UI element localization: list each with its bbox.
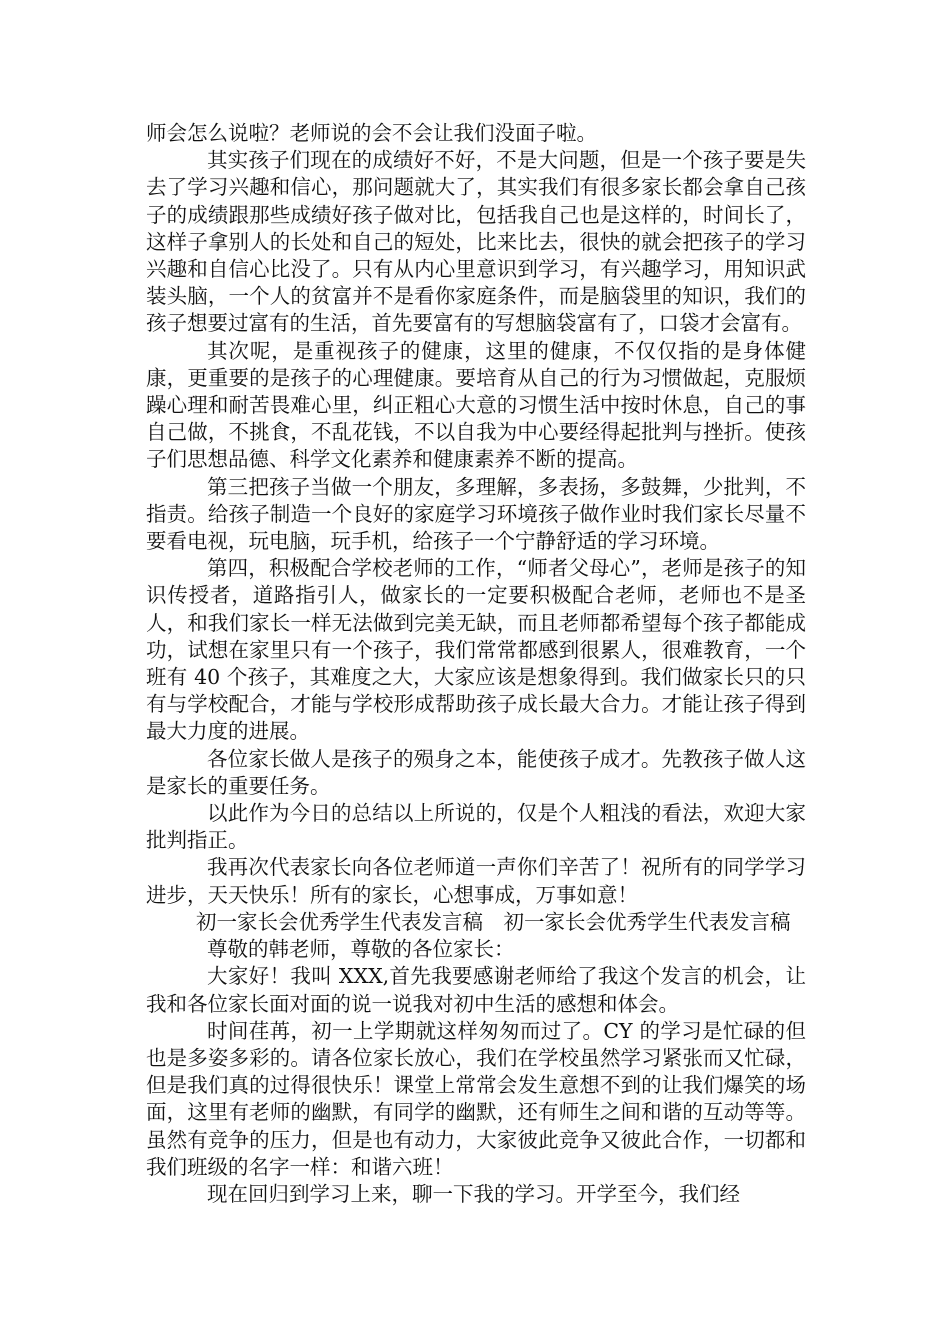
paragraph-interest: 其实孩子们现在的成绩好不好，不是大问题，但是一个孩子要是失去了学习兴趣和信心，那问题就大了，其实我们有很多家长都会拿自己孩子的成绩跟那些成绩好孩子做对比，包括我自己也是这样的，时间长了，这样子拿别人的长处和自己的短处，比来比去，很快的就会把孩子的学习兴趣和自信心比没了。只有从内心里意识到学习，有兴趣学习，用知识武装头脑，一个人的贫富并不是看你家庭条件，而是脑袋里的知识，我们的孩子想要过富有的生活，首先要富有的写想脑袋富有了，口袋才会富有。 bbox=[146, 148, 806, 336]
document-page bbox=[146, 120, 806, 1208]
paragraph-continuation: 师会怎么说啦？老师说的会不会让我们没面子啦。 bbox=[146, 121, 597, 145]
paragraph-cooperate: 第四，积极配合学校老师的工作，“师者父母心”，老师是孩子的知识传授者，道路指引人，做家长的一定要积极配合老师，老师也不是圣人，和我们家长一样无法做到完美无缺，而且老师都希望每个孩子都能成功，试想在家里只有一个孩子，我们常常都感到很累人，很难教育，一个班有 40 个孩子，其难度之大，大家应该是想象得到。我们做家长只的只有与学校配合，才能与学校形成帮助孩子成长最大合力。才能让孩子得到最大力度的进展。 bbox=[146, 556, 806, 744]
speech-title: 初一家长会优秀学生代表发言稿 初一家长会优秀学生代表发言稿 bbox=[196, 909, 791, 934]
paragraph-summary: 以此作为今日的总结以上所说的，仅是个人粗浅的看法，欢迎大家批判指正。 bbox=[146, 801, 806, 853]
paragraph-thanks: 我再次代表家长向各位老师道一声你们辛苦了！祝所有的同学学习进步，天天快乐！所有的家长，心想事成，万事如意！ bbox=[146, 855, 806, 907]
paragraph-health: 其次呢，是重视孩子的健康，这里的健康，不仅仅指的是身体健康，更重要的是孩子的心理健康。要培育从自己的行为习惯做起，克服烦躁心理和耐苦畏难心里，纠正粗心大意的习惯生活中按时休息，自己的事自己做，不挑食，不乱花钱，不以自我为中心要经得起批判与挫折。使孩子们思想品德、科学文化素养和健康素养不断的提高。 bbox=[146, 338, 806, 472]
speech-salutation: 尊敬的韩老师，尊敬的各位家长： bbox=[207, 937, 515, 962]
speech-school-life: 时间荏苒，初一上学期就这样匆匆而过了。CY 的学习是忙碌的但也是多姿多彩的。请各位家长放心，我们在学校虽然学习紧张而又忙碌，但是我们真的过得很快乐！课堂上常常会发生意想不到的让我们爆笑的场面，这里有老师的幽默，有同学的幽默，还有师生之间和谐的互动等等。虽然有竞争的压力，但是也有动力，大家彼此竞争又彼此合作，一切都和我们班级的名字一样：和谐六班！ bbox=[146, 1018, 806, 1179]
speech-greeting: 大家好！我叫 XXX,首先我要感谢老师给了我这个发言的机会，让我和各位家长面对面的说一说我对初中生活的感想和体会。 bbox=[146, 964, 806, 1016]
paragraph-character: 各位家长做人是孩子的殒身之本，能使孩子成才。先教孩子做人这是家长的重要任务。 bbox=[146, 746, 806, 798]
speech-study: 现在回归到学习上来，聊一下我的学习。开学至今，我们经 bbox=[207, 1181, 740, 1206]
paragraph-friend: 第三把孩子当做一个朋友，多理解，多表扬，多鼓舞，少批判，不指责。给孩子制造一个良好的家庭学习环境孩子做作业时我们家长尽量不要看电视，玩电脑，玩手机，给孩子一个宁静舒适的学习环境。 bbox=[146, 474, 806, 554]
